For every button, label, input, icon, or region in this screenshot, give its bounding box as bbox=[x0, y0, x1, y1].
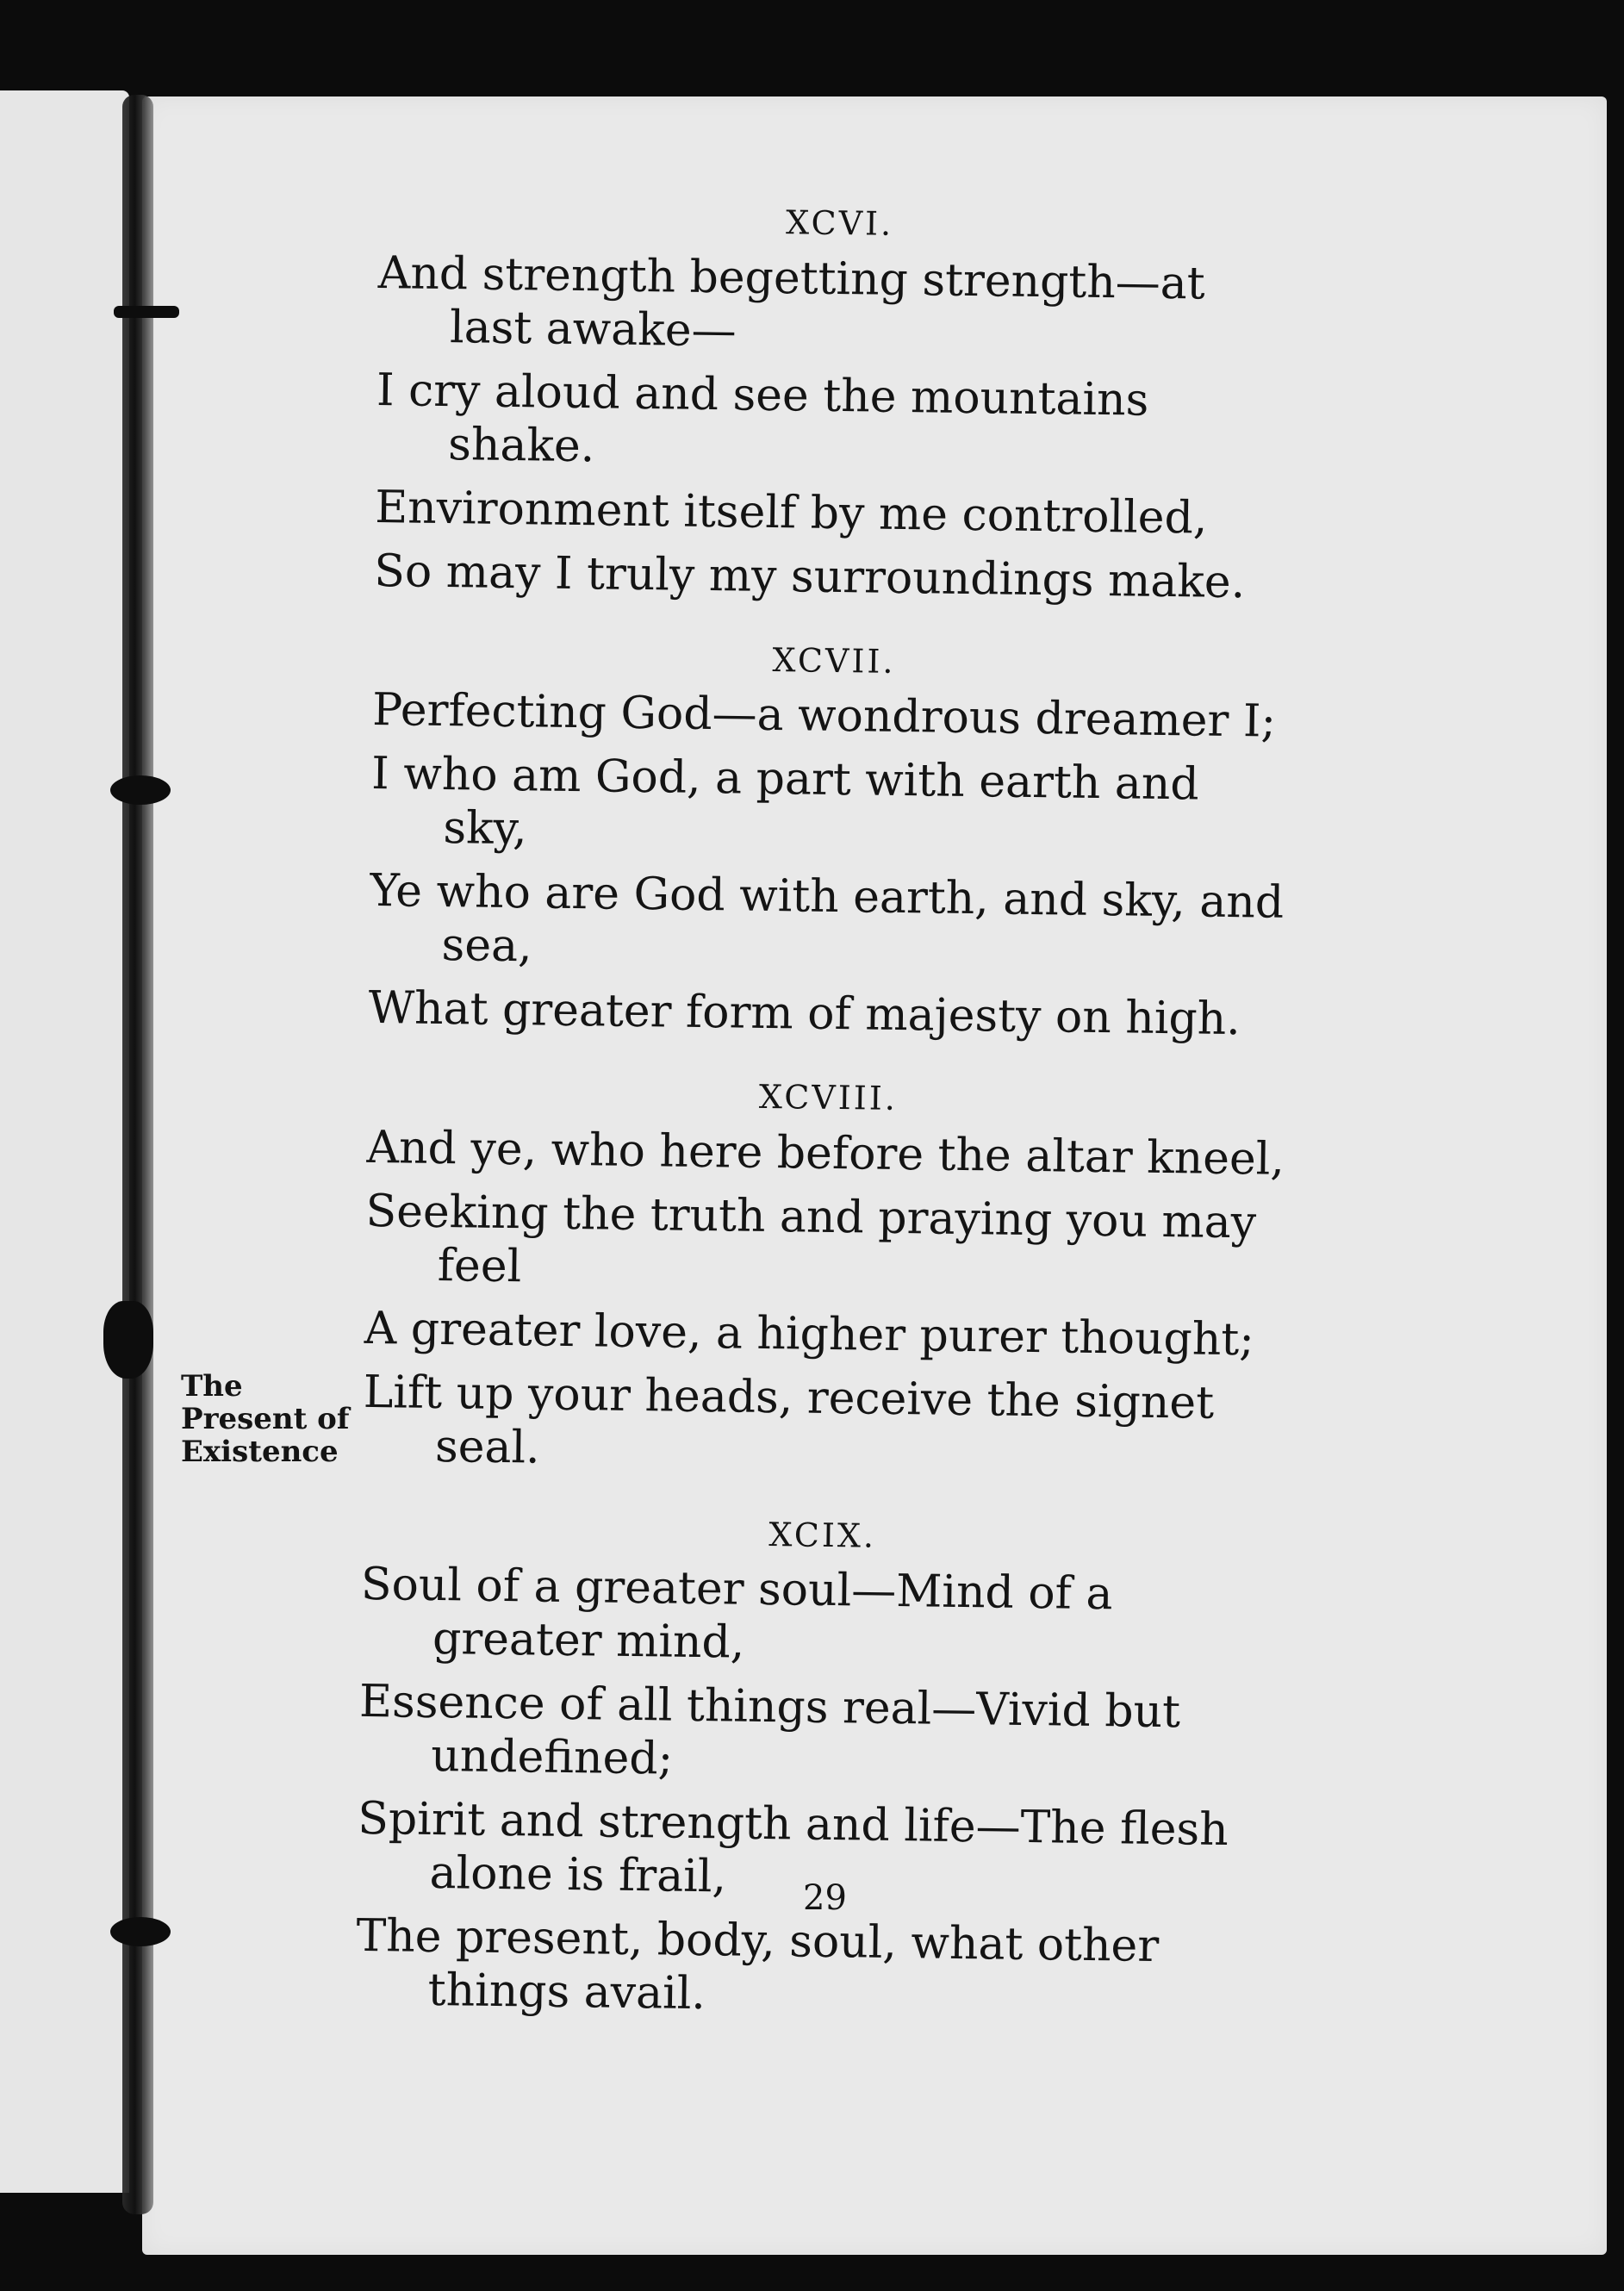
verse-line: Seeking the truth and praying you may feel bbox=[365, 1185, 1257, 1293]
verse-line: Ye who are God with earth, and sky, and sea, bbox=[370, 865, 1285, 973]
verse-line: I cry aloud and see the mountains shake. bbox=[376, 364, 1149, 472]
verse-line: So may I truly my surroundings make. bbox=[373, 545, 1246, 608]
margin-note-line: The bbox=[181, 1369, 243, 1404]
verse-line: Soul of a greater soul—Mind of a greater mind, bbox=[360, 1559, 1113, 1670]
verse-line: Perfecting God—a wondrous dreamer I; bbox=[371, 684, 1277, 748]
stanza-xcvi bbox=[374, 198, 1301, 610]
margin-note-line: Present of bbox=[181, 1402, 350, 1436]
stanza-xcix bbox=[355, 1510, 1284, 2029]
verse-line: Environment itself by me controlled, bbox=[374, 481, 1208, 545]
verse-line: And strength begetting strength—at last awake— bbox=[377, 246, 1206, 358]
stanza-numeral: XCVI. bbox=[785, 203, 894, 243]
margin-note-line: Existence bbox=[181, 1435, 339, 1469]
stanza-xcviii bbox=[363, 1073, 1290, 1485]
binding-stitch bbox=[110, 1917, 171, 1946]
verse-line: And ye, who here before the altar kneel, bbox=[366, 1121, 1285, 1186]
verse-line: Lift up your heads, receive the signet seal. bbox=[363, 1366, 1215, 1474]
margin-note bbox=[181, 1370, 362, 1468]
binding-stitch bbox=[114, 306, 179, 318]
verse-line: What greater form of majesty on high. bbox=[368, 982, 1241, 1046]
poem-text bbox=[355, 198, 1301, 2028]
stanza-numeral: XCIX. bbox=[768, 1515, 877, 1555]
facing-page-edge bbox=[0, 90, 129, 2193]
stanza-numeral: XCVII. bbox=[772, 640, 896, 681]
page-number: 29 bbox=[803, 1878, 847, 1918]
binding-knot bbox=[103, 1301, 153, 1379]
verse-line: The present, body, soul, what other things avail. bbox=[356, 1910, 1160, 2020]
binding-stitch bbox=[110, 775, 171, 805]
verse-line: Spirit and strength and life—The flesh alone is frail, bbox=[357, 1793, 1229, 1903]
stanza-numeral: XCVIII. bbox=[758, 1078, 899, 1118]
verse-line: I who am God, a part with earth and sky, bbox=[370, 748, 1200, 856]
stanza-xcvii bbox=[368, 636, 1295, 1048]
verse-line: Essence of all things real—Vivid but undefined; bbox=[358, 1676, 1181, 1785]
verse-line: A greater love, a higher purer thought; bbox=[364, 1302, 1255, 1367]
